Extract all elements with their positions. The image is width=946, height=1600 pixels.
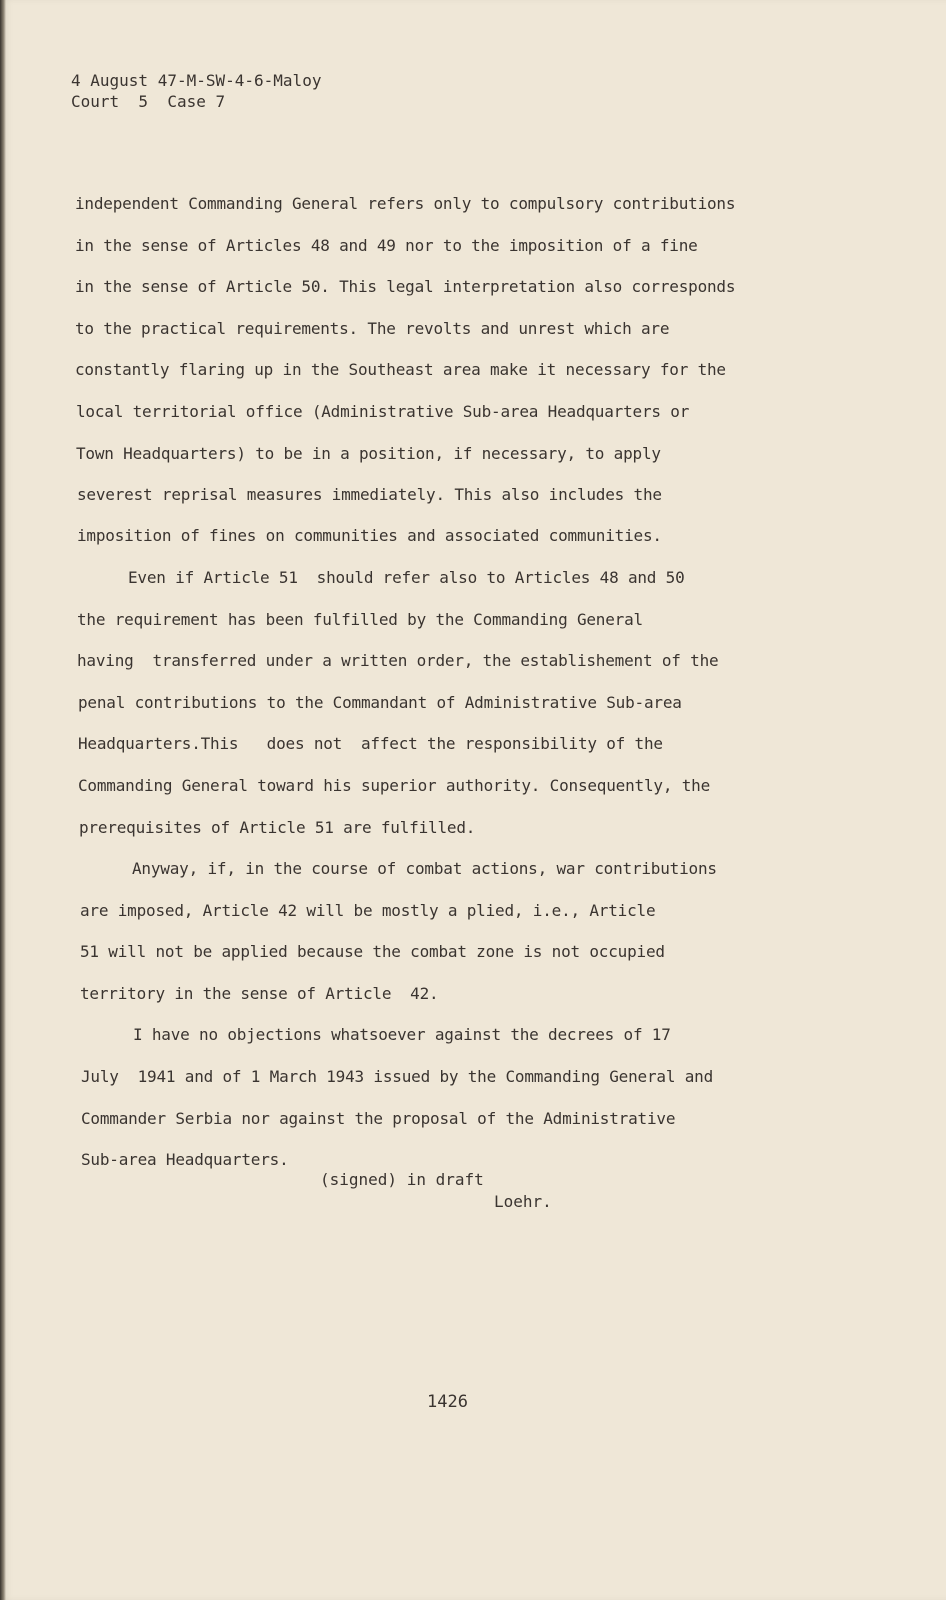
body-line: constantly flaring up in the Southeast area make it necessary for the [75, 360, 726, 379]
document-header [71, 70, 321, 112]
body-line: I have no objections whatsoever against the decrees of 17 [133, 1025, 671, 1044]
body-line: local territorial office (Administrative Sub-area Headquarters or [76, 402, 690, 421]
body-line: in the sense of Articles 48 and 49 nor to the imposition of a fine [75, 236, 698, 255]
body-line: penal contributions to the Commandant of Administrative Sub-area [78, 693, 682, 712]
body-line: prerequisites of Article 51 are fulfilled. [79, 818, 476, 837]
body-line: territory in the sense of Article 42. [80, 984, 439, 1003]
body-line: Commander Serbia nor against the proposal of the Administrative [81, 1109, 676, 1128]
body-line: Anyway, if, in the course of combat actions, war contributions [132, 859, 717, 878]
body-line: Town Headquarters) to be in a position, if necessary, to apply [76, 444, 661, 463]
body-line: are imposed, Article 42 will be mostly a plied, i.e., Article [80, 901, 656, 920]
body-line: to the practical requirements. The revolts and unrest which are [75, 319, 670, 338]
body-line: Sub-area Headquarters. [81, 1150, 289, 1169]
header-line-date-code: 4 August 47-M-SW-4-6-Maloy [71, 71, 322, 90]
body-line: the requirement has been fulfilled by the Commanding General [77, 610, 643, 629]
body-line: Commanding General toward his superior authority. Consequently, the [78, 776, 710, 795]
signature-note: (signed) in draft [320, 1170, 484, 1189]
signature-name: Loehr. [494, 1192, 552, 1211]
body-line: severest reprisal measures immediately. This also includes the [77, 485, 662, 504]
header-line-court-case: Court 5 Case 7 [71, 92, 226, 111]
page-edge-shadow [0, 0, 6, 1600]
body-line: independent Commanding General refers only to compulsory contributions [75, 194, 736, 213]
body-line: Even if Article 51 should refer also to Articles 48 and 50 [128, 568, 685, 587]
body-line: 51 will not be applied because the combat zone is not occupied [80, 942, 665, 961]
body-line: Headquarters.This does not affect the responsibility of the [78, 734, 663, 753]
body-line: imposition of fines on communities and associated communities. [77, 526, 662, 545]
body-line: in the sense of Article 50. This legal interpretation also corresponds [75, 277, 736, 296]
body-line: having transferred under a written order, the establishement of the [77, 651, 719, 670]
body-line: July 1941 and of 1 March 1943 issued by the Commanding General and [81, 1067, 713, 1086]
page-number: 1426 [427, 1392, 468, 1412]
